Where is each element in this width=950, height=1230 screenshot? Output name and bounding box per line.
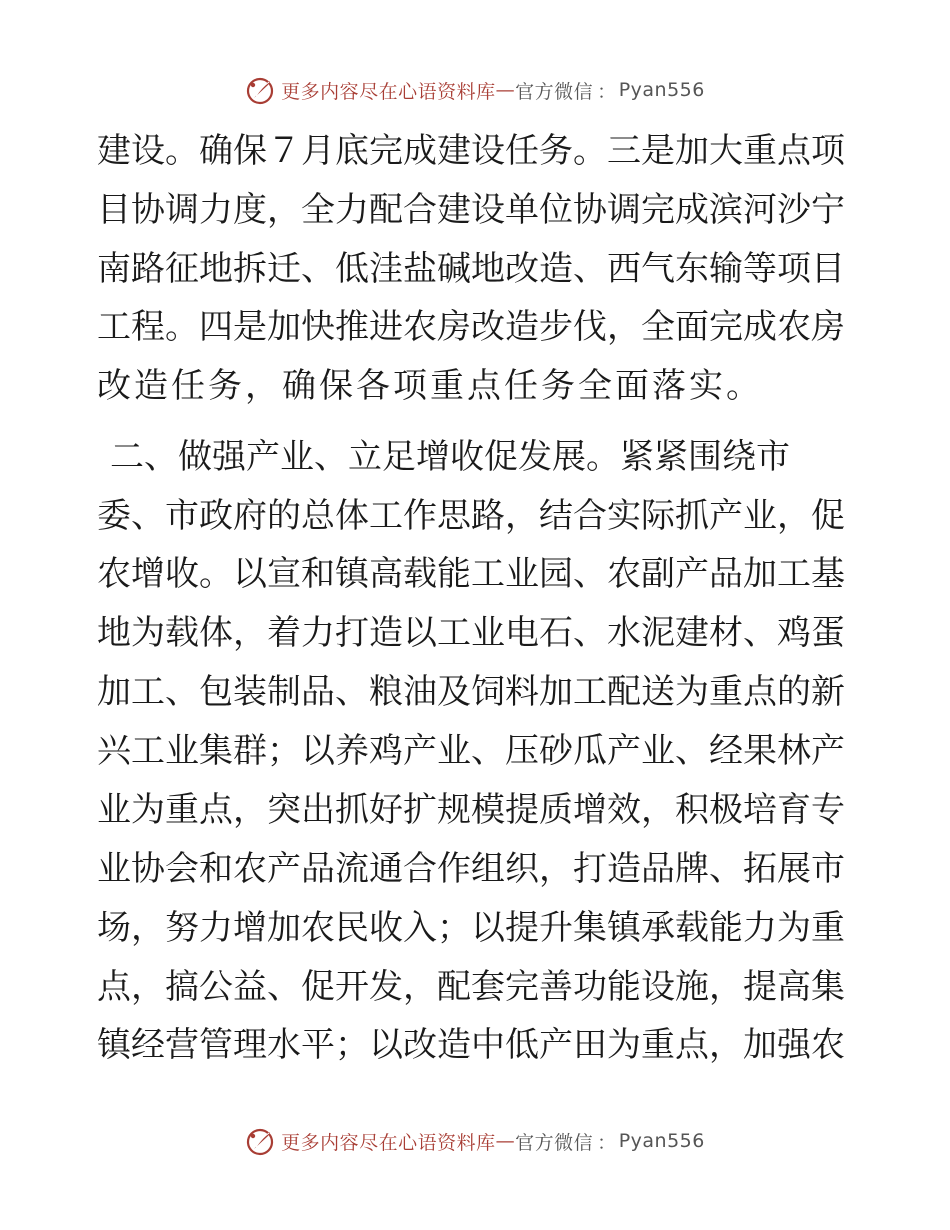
footer-watermark [0,1121,950,1161]
paragraph-2-line: 点，搞公益、促开发，配套完善功能设施，提高集 [97,967,845,1007]
quill-logo-icon [245,75,275,105]
header-wechat-id: Pyan556 [618,79,705,101]
paragraph-2-line: 二、做强产业、立足增收促发展。紧紧围绕市 [110,437,790,477]
footer-colon: ： [597,1131,617,1154]
paragraph-2-line: 加工、包装制品、粮油及饲料加工配送为重点的新 [97,672,845,712]
paragraph-2-line: 镇经营管理水平；以改造中低产田为重点，加强农 [97,1025,845,1065]
paragraph-2-line: 地为载体，着力打造以工业电石、水泥建材、鸡蛋 [97,613,845,653]
paragraph-2-line: 兴工业集群；以养鸡产业、压砂瓜产业、经果林产 [97,731,845,771]
paragraph-1-line: 工程。四是加快推进农房改造步伐，全面完成农房 [97,307,845,347]
header-brand-text: 更多内容尽在心语资料库 [281,80,496,103]
header-colon: ： [597,80,617,103]
footer-dash: — [495,1130,516,1152]
quill-logo-icon [245,1126,275,1156]
header-dash: — [495,79,516,101]
header-wechat-label: 官方微信 [515,80,594,103]
paragraph-1-line: 目协调力度，全力配合建设单位协调完成滨河沙宁 [97,190,845,230]
paragraph-2-line: 业为重点，突出抓好扩规模提质增效，积极培育专 [97,790,845,830]
paragraph-2-line: 农增收。以宣和镇高载能工业园、农副产品加工基 [97,554,845,594]
footer-wechat-label: 官方微信 [515,1131,594,1154]
paragraph-1-line: 建设。确保７月底完成建设任务。三是加大重点项 [97,131,845,171]
paragraph-2-line: 场，努力增加农民收入；以提升集镇承载能力为重 [97,908,845,948]
paragraph-1-line: 南路征地拆迁、低洼盐碱地改造、西气东输等项目 [97,249,845,289]
paragraph-1-line: 改造任务，确保各项重点任务全面落实。 [97,366,763,406]
header-watermark [0,70,950,110]
footer-brand-text: 更多内容尽在心语资料库 [281,1131,496,1154]
paragraph-2-line: 委、市政府的总体工作思路，结合实际抓产业，促 [97,496,845,536]
footer-wechat-id: Pyan556 [618,1130,705,1152]
paragraph-2-line: 业协会和农产品流通合作组织，打造品牌、拓展市 [97,849,845,889]
